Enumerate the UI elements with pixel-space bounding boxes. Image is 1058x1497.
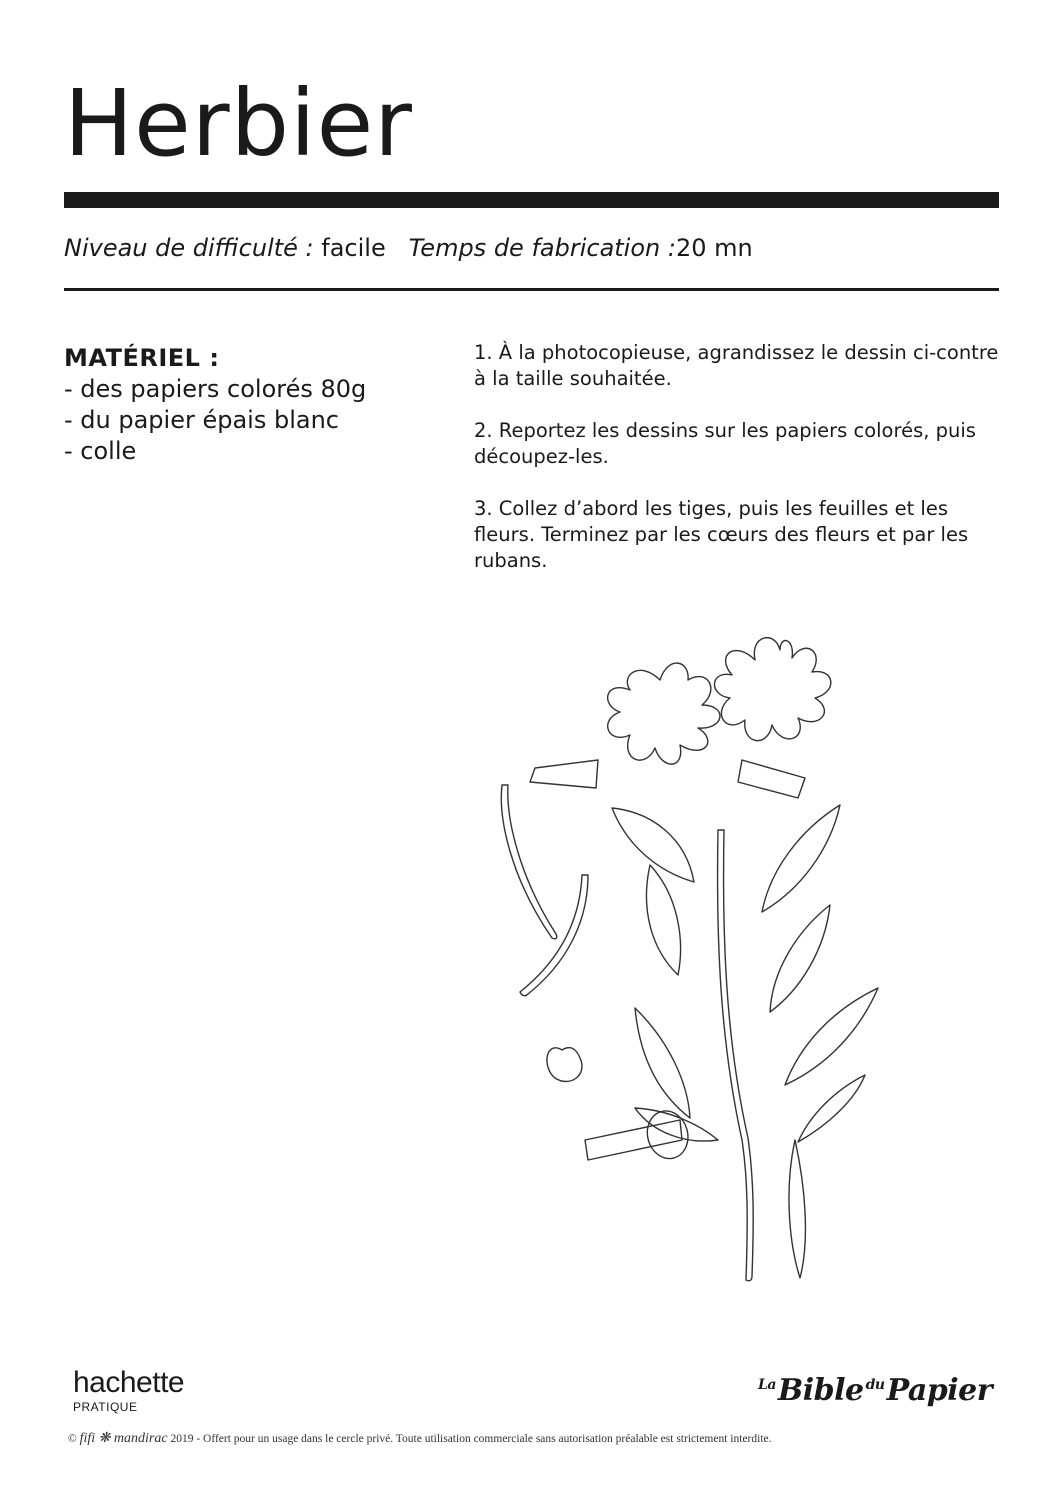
publisher-logo [73, 1368, 184, 1414]
step-3: 3. Collez d’abord les tiges, puis les feuilles et les fleurs. Terminez par les cœurs des fleurs et par les rubans. [474, 497, 969, 572]
ribbon-top-left [530, 760, 598, 788]
leaf-right-5 [789, 1140, 805, 1278]
ribbon-bottom [585, 1120, 682, 1160]
list-item: - des papiers colorés 80g [64, 375, 367, 403]
collection-word-la: La [758, 1377, 776, 1393]
flower-right-outline [714, 638, 830, 741]
author-signature: fifi ❋ mandirac [79, 1431, 168, 1446]
collection-word-papier: Papier [886, 1373, 993, 1408]
collection-word-du: du [865, 1377, 885, 1393]
leaf-left-1 [646, 865, 680, 975]
collection-logo [756, 1373, 993, 1408]
instructions [474, 340, 1004, 600]
materials-section [64, 344, 424, 467]
step-1: 1. À la photocopieuse, agrandissez le dessin ci-contre à la taille souhaitée. [474, 341, 999, 390]
materials-list [64, 374, 424, 467]
copyright-notice [68, 1430, 998, 1447]
time-value: 20 mn [675, 234, 753, 262]
title-divider [64, 192, 999, 208]
difficulty-label: Niveau de difficulté : [64, 234, 314, 262]
list-item: - du papier épais blanc [64, 406, 339, 434]
list-item: - colle [64, 437, 137, 465]
page-title: Herbier [64, 70, 413, 177]
flower-pattern-svg [480, 620, 880, 1300]
main-stem [718, 830, 754, 1281]
flower-left-outline [608, 663, 720, 764]
copyright-text: 2019 - Offert pour un usage dans le cercle privé. Toute utilisation commerciale sans autorisation préalable est strictement interdite. [170, 1433, 772, 1445]
stem-left-2 [520, 875, 588, 996]
stem-left-1 [501, 785, 556, 939]
cutout-pattern-illustration [480, 620, 880, 1304]
leaf-top-center [612, 808, 694, 882]
publisher-name: hachette [73, 1366, 185, 1399]
leaf-right-4 [798, 1075, 865, 1142]
project-meta [64, 234, 999, 262]
leaf-right-3 [785, 988, 878, 1085]
materials-heading: MATÉRIEL : [64, 344, 220, 372]
difficulty-value: facile [321, 234, 386, 262]
ribbon-top-right [738, 760, 805, 798]
flower-heart-1 [547, 1048, 582, 1082]
publisher-subtitle: PRATIQUE [73, 1400, 138, 1414]
meta-divider [64, 288, 999, 291]
leaf-right-1 [762, 805, 840, 912]
leaf-right-2 [770, 905, 830, 1012]
copyright-symbol: © [68, 1433, 77, 1445]
step-2: 2. Reportez les dessins sur les papiers colorés, puis découpez-les. [474, 419, 976, 468]
time-label: Temps de fabrication : [408, 234, 676, 262]
leaf-left-2 [635, 1008, 690, 1118]
collection-word-bible: Bible [777, 1373, 864, 1408]
